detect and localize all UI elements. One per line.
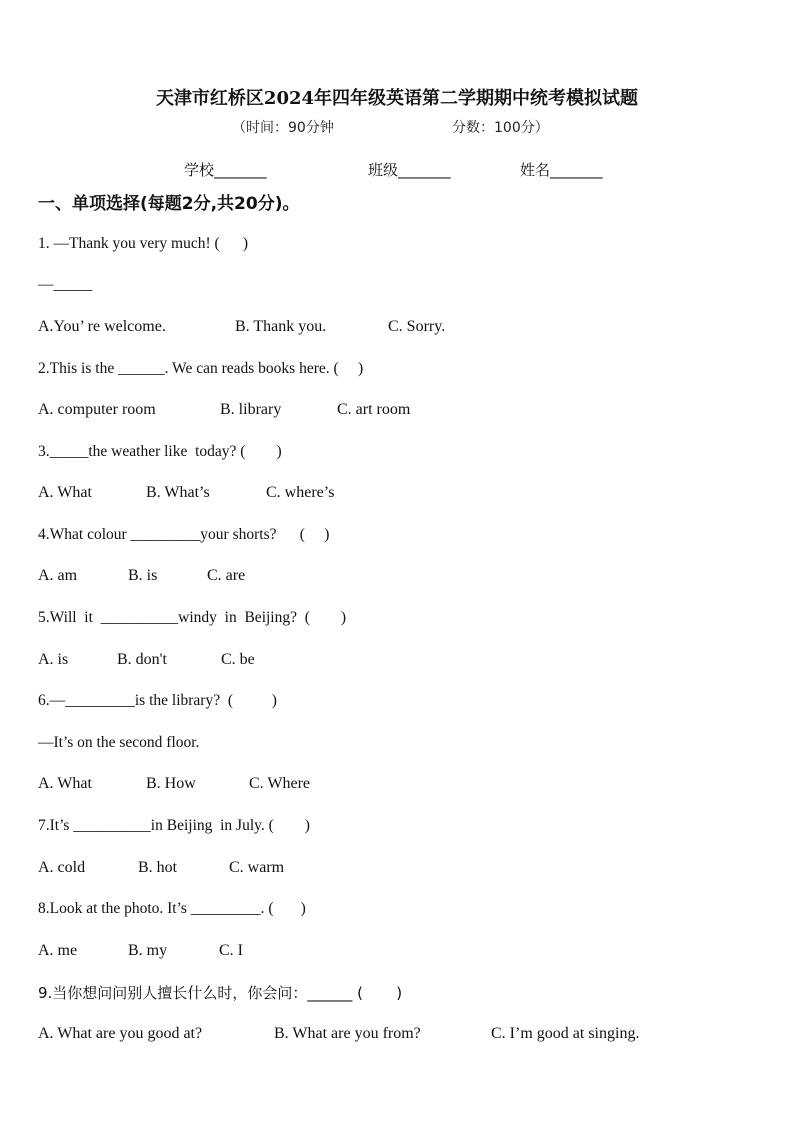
exam-title: 天津市红桥区2024年四年级英语第二学期期中统考模拟试题 xyxy=(155,88,639,109)
option-b: B. library xyxy=(220,401,282,418)
option-a: A. cold xyxy=(38,859,86,876)
section-heading: 一、单项选择(每题2分,共20分)。 xyxy=(38,194,300,214)
exam-score: 分数：100分） xyxy=(452,120,549,136)
option-b: B. is xyxy=(128,567,158,584)
option-c: C. I’m good at singing. xyxy=(491,1025,640,1042)
option-b: B. don't xyxy=(117,651,167,668)
option-b: B. What’s xyxy=(146,484,210,501)
option-b: B. Thank you. xyxy=(235,318,327,335)
option-c: C. be xyxy=(221,651,255,668)
option-c: C. Sorry. xyxy=(388,318,446,335)
option-a: A. What xyxy=(38,484,92,501)
exam-time: （时间：90分钟 xyxy=(232,120,334,136)
question-stem: 8.Look at the photo. It’s _________. ( ) xyxy=(38,900,306,917)
option-a: A. is xyxy=(38,651,69,668)
option-b: B. my xyxy=(128,942,168,959)
option-a: A. What are you good at? xyxy=(38,1025,203,1042)
option-a: A. me xyxy=(38,942,78,959)
option-a: A. am xyxy=(38,567,78,584)
option-c: C. are xyxy=(207,567,246,584)
question-answer-line: —It’s on the second floor. xyxy=(38,734,200,751)
option-a: A. What xyxy=(38,775,92,792)
option-c: C. where’s xyxy=(266,484,335,501)
class-field: 班级_______ xyxy=(368,161,451,179)
option-a: A. computer room xyxy=(38,401,156,418)
option-a: A.You’ re welcome. xyxy=(38,318,166,335)
option-c: C. art room xyxy=(337,401,411,418)
question-stem: 9.当你想问问别人擅长什么时，你会问：______ ( ) xyxy=(38,984,403,1002)
name-field: 姓名_______ xyxy=(520,161,603,179)
option-b: B. How xyxy=(146,775,196,792)
question-stem: 4.What colour _________your shorts? ( ) xyxy=(38,526,330,543)
option-b: B. What are you from? xyxy=(274,1025,421,1042)
question-stem: 3._____the weather like today? ( ) xyxy=(38,443,282,460)
question-answer-line: —_____ xyxy=(38,276,93,293)
question-stem: 6.—_________is the library? ( ) xyxy=(38,692,277,709)
question-stem: 2.This is the ______. We can reads books here. ( ) xyxy=(38,360,364,377)
option-c: C. I xyxy=(219,942,243,959)
option-c: C. warm xyxy=(229,859,285,876)
option-b: B. hot xyxy=(138,859,178,876)
school-field: 学校_______ xyxy=(184,161,267,179)
question-stem: 5.Will it __________windy in Beijing? ( ) xyxy=(38,609,347,626)
question-stem: 7.It’s __________in Beijing in July. ( ) xyxy=(38,817,310,834)
option-c: C. Where xyxy=(249,775,311,792)
question-stem: 1. —Thank you very much! ( ) xyxy=(38,235,249,252)
